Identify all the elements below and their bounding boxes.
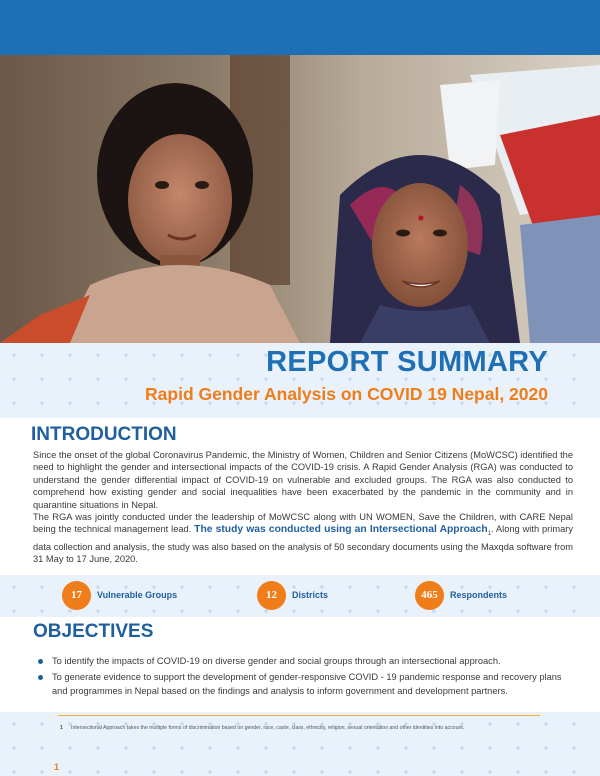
- introduction-body: [33, 449, 573, 566]
- report-title: REPORT SUMMARY: [266, 346, 548, 378]
- report-summary-band: [0, 343, 600, 418]
- introduction-paragraph-1: Since the onset of the global Coronavirus Pandemic, the Ministry of Women, Children and Senior Citizens (MoWCSC) identified the need to highlight the gender and intersectional impacts of the COVID-19 crisis. A Rapid Gender Analysis (RGA) was conducted to understand the gender differential impact of COVID-19 on vulnerable and excluded groups. The RGA was also conducted to comprehend how existing gender and social inequalities have been exacerbated by the pandemic in the community and in quarantine situations in Nepal.: [33, 450, 573, 510]
- stat-districts: [257, 580, 328, 610]
- footnote-reference: 1: [487, 531, 491, 538]
- footnote-text: Intersectional Approach takes the multiple forms of discrimination based on gender, race, caste, class, ethnicity, religion, sexual orientation and other identities into account.: [71, 725, 465, 731]
- footnote-divider: [58, 715, 540, 716]
- objectives-heading: OBJECTIVES: [33, 621, 154, 642]
- key-stats-band: [0, 575, 600, 617]
- bullet-icon: [38, 659, 43, 664]
- bullet-icon: [38, 675, 43, 680]
- objectives-list: [38, 654, 573, 700]
- report-subtitle: Rapid Gender Analysis on COVID 19 Nepal, 2020: [145, 384, 548, 404]
- objective-text: To generate evidence to support the development of gender-responsive COVID - 19 pandemic response and recovery plans and programmes in Nepal based on the findings and analysis to inform government and development partners.: [52, 672, 562, 696]
- stat-label: Vulnerable Groups: [97, 590, 178, 600]
- objective-item: [38, 654, 573, 668]
- stat-value-circle: 12: [257, 581, 286, 610]
- introduction-paragraph-2: [33, 511, 573, 565]
- cover-photo: [0, 55, 600, 343]
- stat-vulnerable-groups: [62, 580, 177, 610]
- stat-value-circle: 17: [62, 581, 91, 610]
- introduction-paragraph-2-part-a: The RGA was jointly conducted under the leadership of MoWCSC along with UN WOMEN, Save the Children, with CARE Nepal being the technical management lead.: [33, 512, 573, 535]
- introduction-heading: INTRODUCTION: [31, 424, 177, 445]
- stat-label: Respondents: [450, 590, 508, 600]
- intersectional-approach-highlight: The study was conducted using an Intersectional Approach: [194, 524, 488, 536]
- footer-band: [0, 712, 600, 776]
- introduction-paragraph-2-part-b: . Along with primary data collection and analysis, the study was also based on the analysis of 50 secondary documents using the Maxqda software from 31 May to 17 June, 2020.: [33, 524, 573, 565]
- stat-respondents: [415, 580, 507, 610]
- page-number: 1: [54, 762, 60, 772]
- stat-value-circle: 465: [415, 581, 444, 610]
- top-blue-band: [0, 0, 600, 55]
- objective-text: To identify the impacts of COVID-19 on diverse gender and social groups through an intersectional approach.: [52, 656, 501, 666]
- stat-label: Districts: [292, 590, 329, 600]
- footnote-number: 1: [60, 725, 63, 731]
- objective-item: [38, 670, 573, 698]
- footnote: [60, 725, 550, 733]
